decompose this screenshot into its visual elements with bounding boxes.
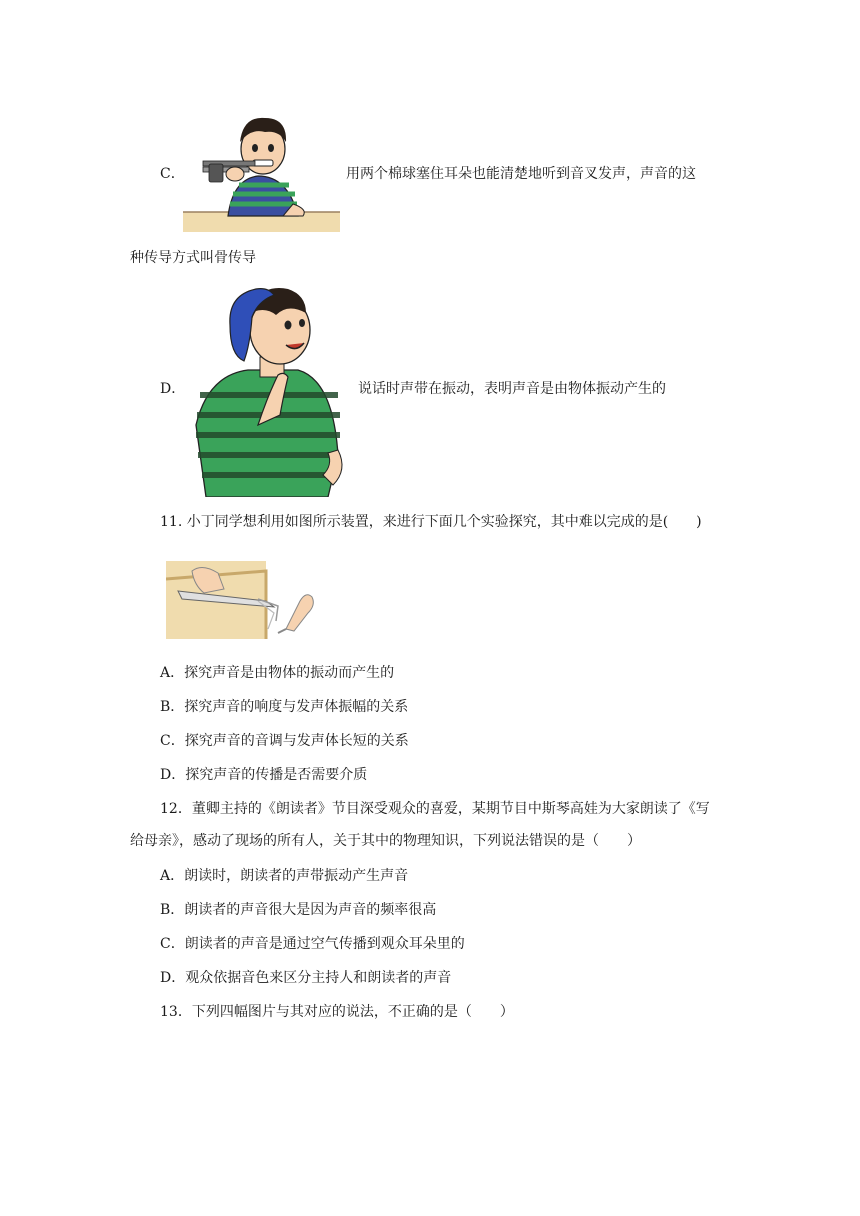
boy-touching-throat-illustration-icon xyxy=(188,275,350,497)
option-d-label: D． xyxy=(160,381,186,397)
q11-option-a: A．探究声音是由物体的振动而产生的 xyxy=(160,665,395,681)
q11-image xyxy=(166,561,318,639)
q11-stem: 11. 小丁同学想利用如图所示装置，来进行下面几个实验探究，其中难以完成的是( ) xyxy=(160,514,702,530)
option-c-text-line2: 种传导方式叫骨传导 xyxy=(130,250,256,266)
option-d-image xyxy=(188,275,350,497)
q11-option-c: C．探究声音的音调与发声体长短的关系 xyxy=(160,733,409,749)
option-c-text-line1: 用两个棉球塞住耳朵也能清楚地听到音叉发声，声音的这 xyxy=(346,166,696,182)
q12-option-d: D．观众依据音色来区分主持人和朗读者的声音 xyxy=(160,970,452,986)
q12-option-b: B．朗读者的声音很大是因为声音的频率很高 xyxy=(160,902,437,918)
q12-option-c: C．朗读者的声音是通过空气传播到观众耳朵里的 xyxy=(160,936,465,952)
boy-biting-tuning-fork-illustration-icon xyxy=(183,104,340,232)
ruler-on-table-edge-illustration-icon xyxy=(166,561,318,639)
q12-option-a: A．朗读时，朗读者的声带振动产生声音 xyxy=(160,868,409,884)
q12-stem-line2: 给母亲》，感动了现场的所有人，关于其中的物理知识，下列说法错误的是（ ） xyxy=(130,833,641,849)
option-c-label: C． xyxy=(160,166,185,182)
q12-stem-line1: 12．董卿主持的《朗读者》节目深受观众的喜爱，某期节目中斯琴高娃为大家朗读了《写 xyxy=(160,801,710,817)
option-c-image xyxy=(183,104,340,232)
q11-option-d: D．探究声音的传播是否需要介质 xyxy=(160,767,368,783)
q11-option-b: B．探究声音的响度与发声体振幅的关系 xyxy=(160,699,409,715)
q13-stem: 13．下列四幅图片与其对应的说法，不正确的是（ ） xyxy=(160,1004,514,1020)
option-d-text: 说话时声带在振动，表明声音是由物体振动产生的 xyxy=(358,381,666,397)
